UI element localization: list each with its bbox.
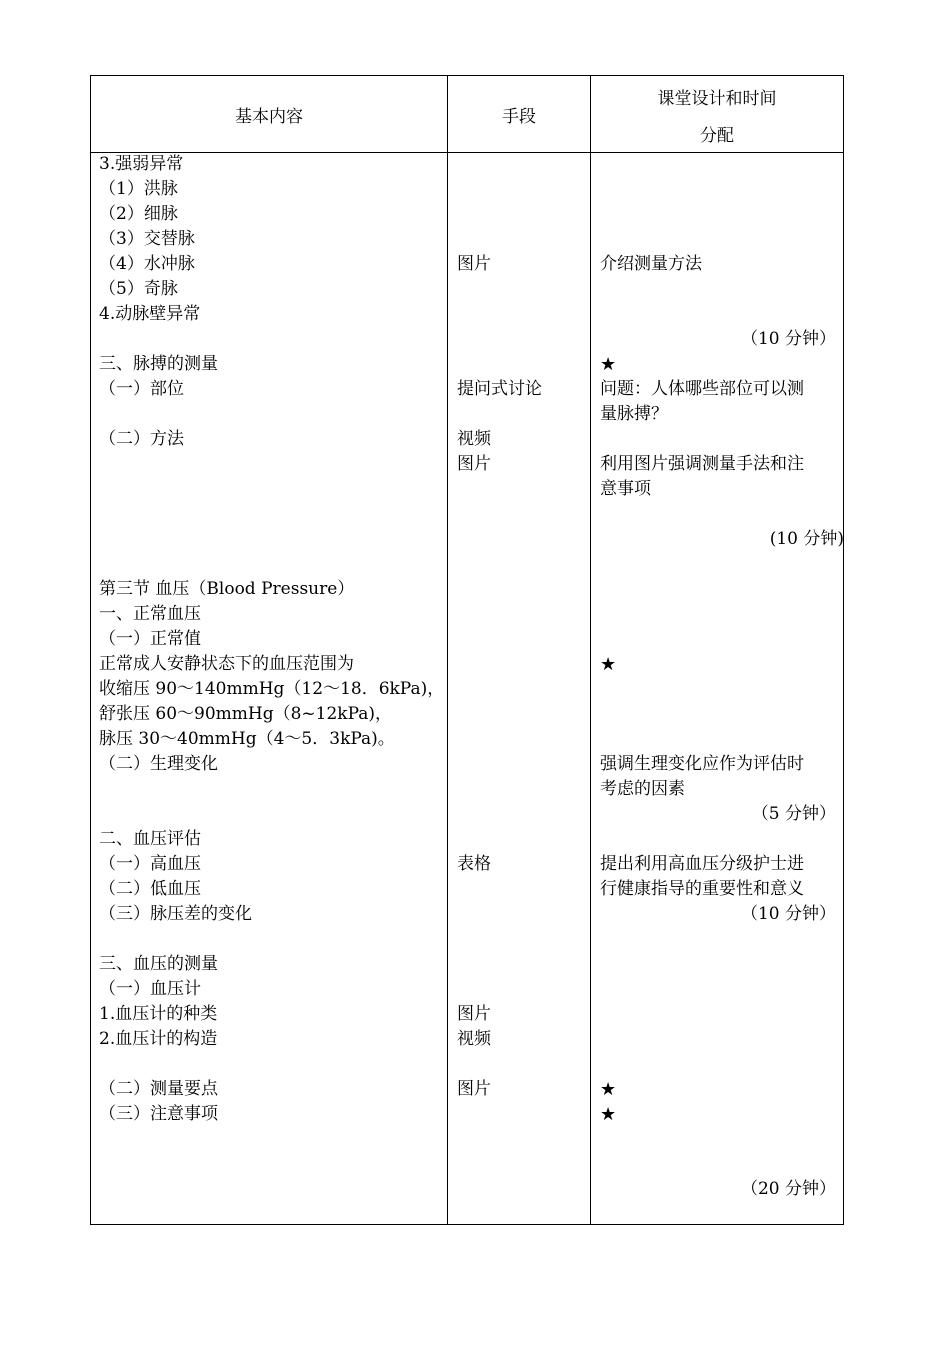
- content-line: 一、正常血压: [99, 604, 201, 624]
- header-design-time-line1: 课堂设计和时间: [657, 89, 777, 109]
- key-point-star-icon: ★: [600, 1104, 617, 1125]
- content-line: （二）生理变化: [99, 754, 218, 774]
- content-line: 脉压 30～40mmHg（4～5．3kPa)。: [99, 729, 395, 749]
- means-line: 图片: [457, 1079, 491, 1099]
- header-means: 手段: [502, 107, 536, 127]
- means-line: 视频: [457, 1029, 491, 1049]
- content-line: （4）水冲脉: [99, 254, 195, 274]
- content-line: （3）交替脉: [99, 229, 195, 249]
- design-line: 介绍测量方法: [600, 254, 702, 274]
- means-line: 图片: [457, 1004, 491, 1024]
- means-line: 图片: [457, 454, 491, 474]
- lesson-table: [90, 75, 844, 1225]
- content-line: 2.血压计的构造: [99, 1029, 218, 1049]
- design-line: 行健康指导的重要性和意义: [600, 879, 804, 899]
- design-line: 量脉搏？: [600, 404, 668, 424]
- time-allocation: （10 分钟）: [740, 329, 836, 349]
- design-line: 问题：人体哪些部位可以测: [600, 379, 804, 399]
- means-line: 表格: [457, 854, 491, 874]
- time-allocation: （20 分钟）: [740, 1179, 836, 1199]
- content-line: （1）洪脉: [99, 179, 178, 199]
- content-line: 正常成人安静状态下的血压范围为: [99, 654, 354, 674]
- header-basic-content: 基本内容: [235, 107, 303, 127]
- content-line: 舒张压 60～90mmHg（8~12kPa)，: [99, 704, 393, 724]
- design-line: 强调生理变化应作为评估时: [600, 754, 804, 774]
- content-line: （三）脉压差的变化: [99, 904, 252, 924]
- design-line: 提出利用高血压分级护士进: [600, 854, 804, 874]
- content-line: （2）细脉: [99, 204, 178, 224]
- content-line: （二）测量要点: [99, 1079, 218, 1099]
- header-divider: [91, 152, 843, 153]
- header-design-time-line2: 分配: [700, 126, 734, 146]
- content-line: 收缩压 90～140mmHg（12～18．6kPa)，: [99, 679, 445, 699]
- content-line: 4.动脉壁异常: [99, 304, 201, 324]
- design-line: 利用图片强调测量手法和注: [600, 454, 804, 474]
- column-divider-2: [590, 76, 591, 1224]
- key-point-star-icon: ★: [600, 654, 617, 675]
- time-allocation: （10 分钟）: [740, 904, 836, 924]
- content-line: （一）正常值: [99, 629, 201, 649]
- time-allocation: (10 分钟): [769, 529, 844, 549]
- content-line: 1.血压计的种类: [99, 1004, 218, 1024]
- content-line: 三、脉搏的测量: [99, 354, 218, 374]
- content-line: 3.强弱异常: [99, 154, 184, 174]
- content-line: 二、血压评估: [99, 829, 201, 849]
- content-line: （二）方法: [99, 429, 184, 449]
- means-line: 视频: [457, 429, 491, 449]
- content-line: （三）注意事项: [99, 1104, 218, 1124]
- time-allocation: （5 分钟）: [751, 804, 836, 824]
- content-line: （一）高血压: [99, 854, 201, 874]
- content-line: （一）血压计: [99, 979, 201, 999]
- means-line: 图片: [457, 254, 491, 274]
- section-title: 第三节 血压（Blood Pressure）: [99, 579, 355, 599]
- content-line: （5）奇脉: [99, 279, 178, 299]
- content-line: （一）部位: [99, 379, 184, 399]
- content-line: 三、血压的测量: [99, 954, 218, 974]
- column-divider-1: [447, 76, 448, 1224]
- content-line: （二）低血压: [99, 879, 201, 899]
- means-line: 提问式讨论: [457, 379, 542, 399]
- design-line: 考虑的因素: [600, 779, 685, 799]
- key-point-star-icon: ★: [600, 1079, 617, 1100]
- key-point-star-icon: ★: [600, 354, 617, 375]
- design-line: 意事项: [600, 479, 651, 499]
